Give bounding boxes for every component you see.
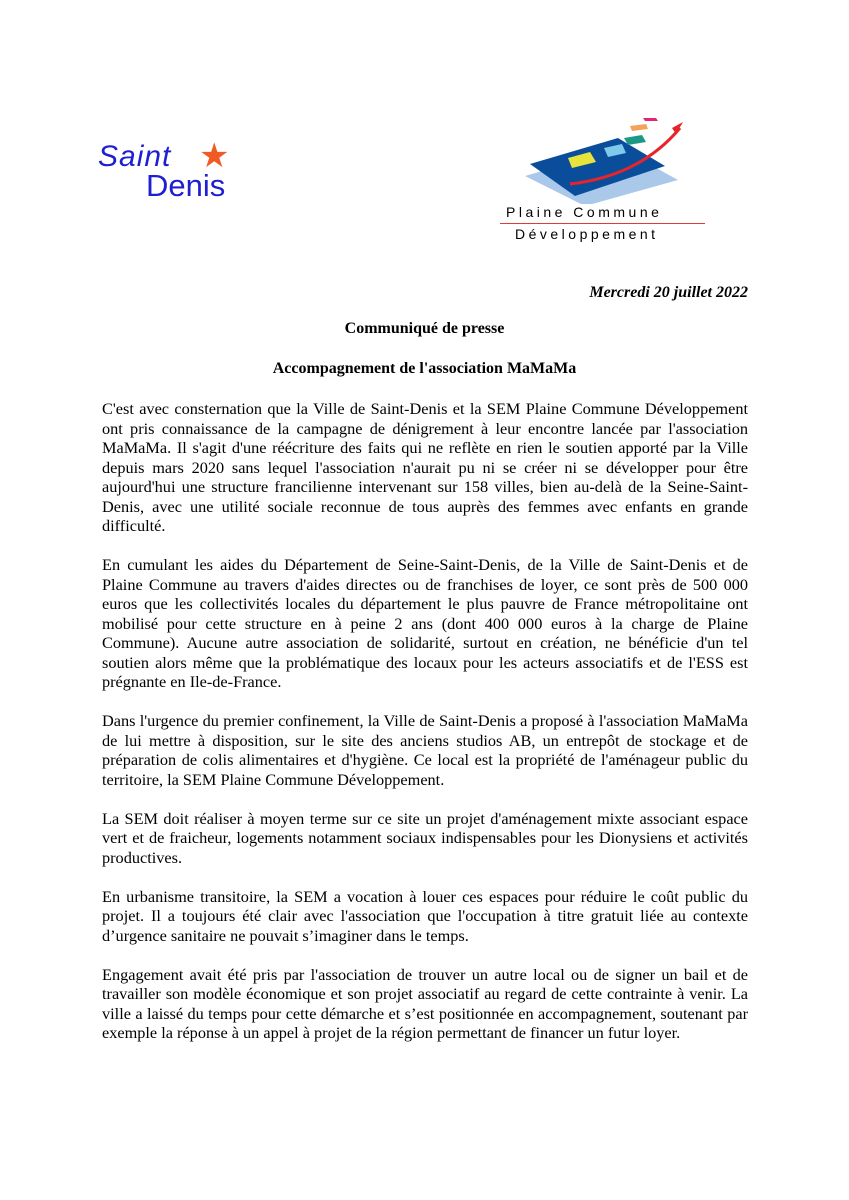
document-body [102, 399, 748, 1062]
logo-text-saint: Saint [98, 140, 172, 173]
paragraph: C'est avec consternation que la Ville de Saint-Denis et la SEM Plaine Commune Développement ont pris connaissance de la campagne de dénigrement à leur encontre lancée par l'association MaMaMa. Il s'agit d'une réécriture des faits qui ne reflète en rien le soutien apporté par la Ville depuis mars 2020 sans lequel l'association n'aurait pu ni se créer ni se développer pour être aujourd'hui une structure francilienne intervenant sur 158 villes, bien au-delà de la Seine-Saint-Denis, avec une utilité sociale reconnue de tous auprès des femmes avec enfants en grande difficulté. [102, 399, 748, 535]
star-icon: ★ [199, 138, 230, 175]
paragraph: En cumulant les aides du Département de Seine-Saint-Denis, de la Ville de Saint-Denis et de Plaine Commune au travers d'aides directes ou de franchises de loyer, ce sont près de 500 000 euros que les collectivités locales du département le plus pauvre de France métropolitaine ont mobilisé pour cette structure en à peine 2 ans (dont 400 000 euros à la charge de Plaine Commune). Aucune autre association de solidarité, surtout en création, ne bénéficie d'un tel soutien alors même que la problématique des locaux pour les acteurs associatifs et de l'ESS est prégnante en Ile-de-France. [102, 555, 748, 691]
paragraph: En urbanisme transitoire, la SEM a vocation à louer ces espaces pour réduire le coût public du projet. Il a toujours été clair avec l'association que l'occupation à titre gratuit liée au contexte d’urgence sanitaire ne pouvait s’imaginer dans le temps. [102, 886, 748, 945]
logo-text-denis: Denis [146, 168, 226, 203]
paragraph: La SEM doit réaliser à moyen terme sur ce site un projet d'aménagement mixte associant espace vert et de fraicheur, logements notamment sociaux indispensables pour les Dionysiens et activités productives. [102, 808, 748, 867]
paragraph: Engagement avait été pris par l'association de trouver un autre local ou de signer un bail et de travailler son modèle économique et son projet associatif au regard de cette contrainte à venir. La ville a laissé du temps pour cette démarche et s’est positionnée en accompagnement, soutenant par exemple la réponse à un appel à projet de la région permettant de financer un futur loyer. [102, 964, 748, 1042]
plaine-commune-logo [500, 118, 710, 248]
logo-text-plaine-commune: Plaine Commune [506, 204, 663, 220]
saint-denis-logo [98, 140, 258, 210]
document-date: Mercredi 20 juillet 2022 [589, 284, 748, 301]
paragraph: Dans l'urgence du premier confinement, la Ville de Saint-Denis a proposé à l'association MaMaMa de lui mettre à disposition, sur le site des anciens studios AB, un entrepôt de stockage et de préparation de colis alimentaires et d'hygiène. Ce local est la propriété de l'aménageur public du territoire, la SEM Plaine Commune Développement. [102, 711, 748, 789]
document-title: Accompagnement de l'association MaMaMa [272, 360, 577, 377]
logo-divider [500, 223, 705, 224]
plaine-commune-emblem-icon [500, 118, 710, 204]
document-type: Communiqué de presse [344, 320, 505, 337]
logo-text-developpement: Développement [515, 226, 659, 242]
